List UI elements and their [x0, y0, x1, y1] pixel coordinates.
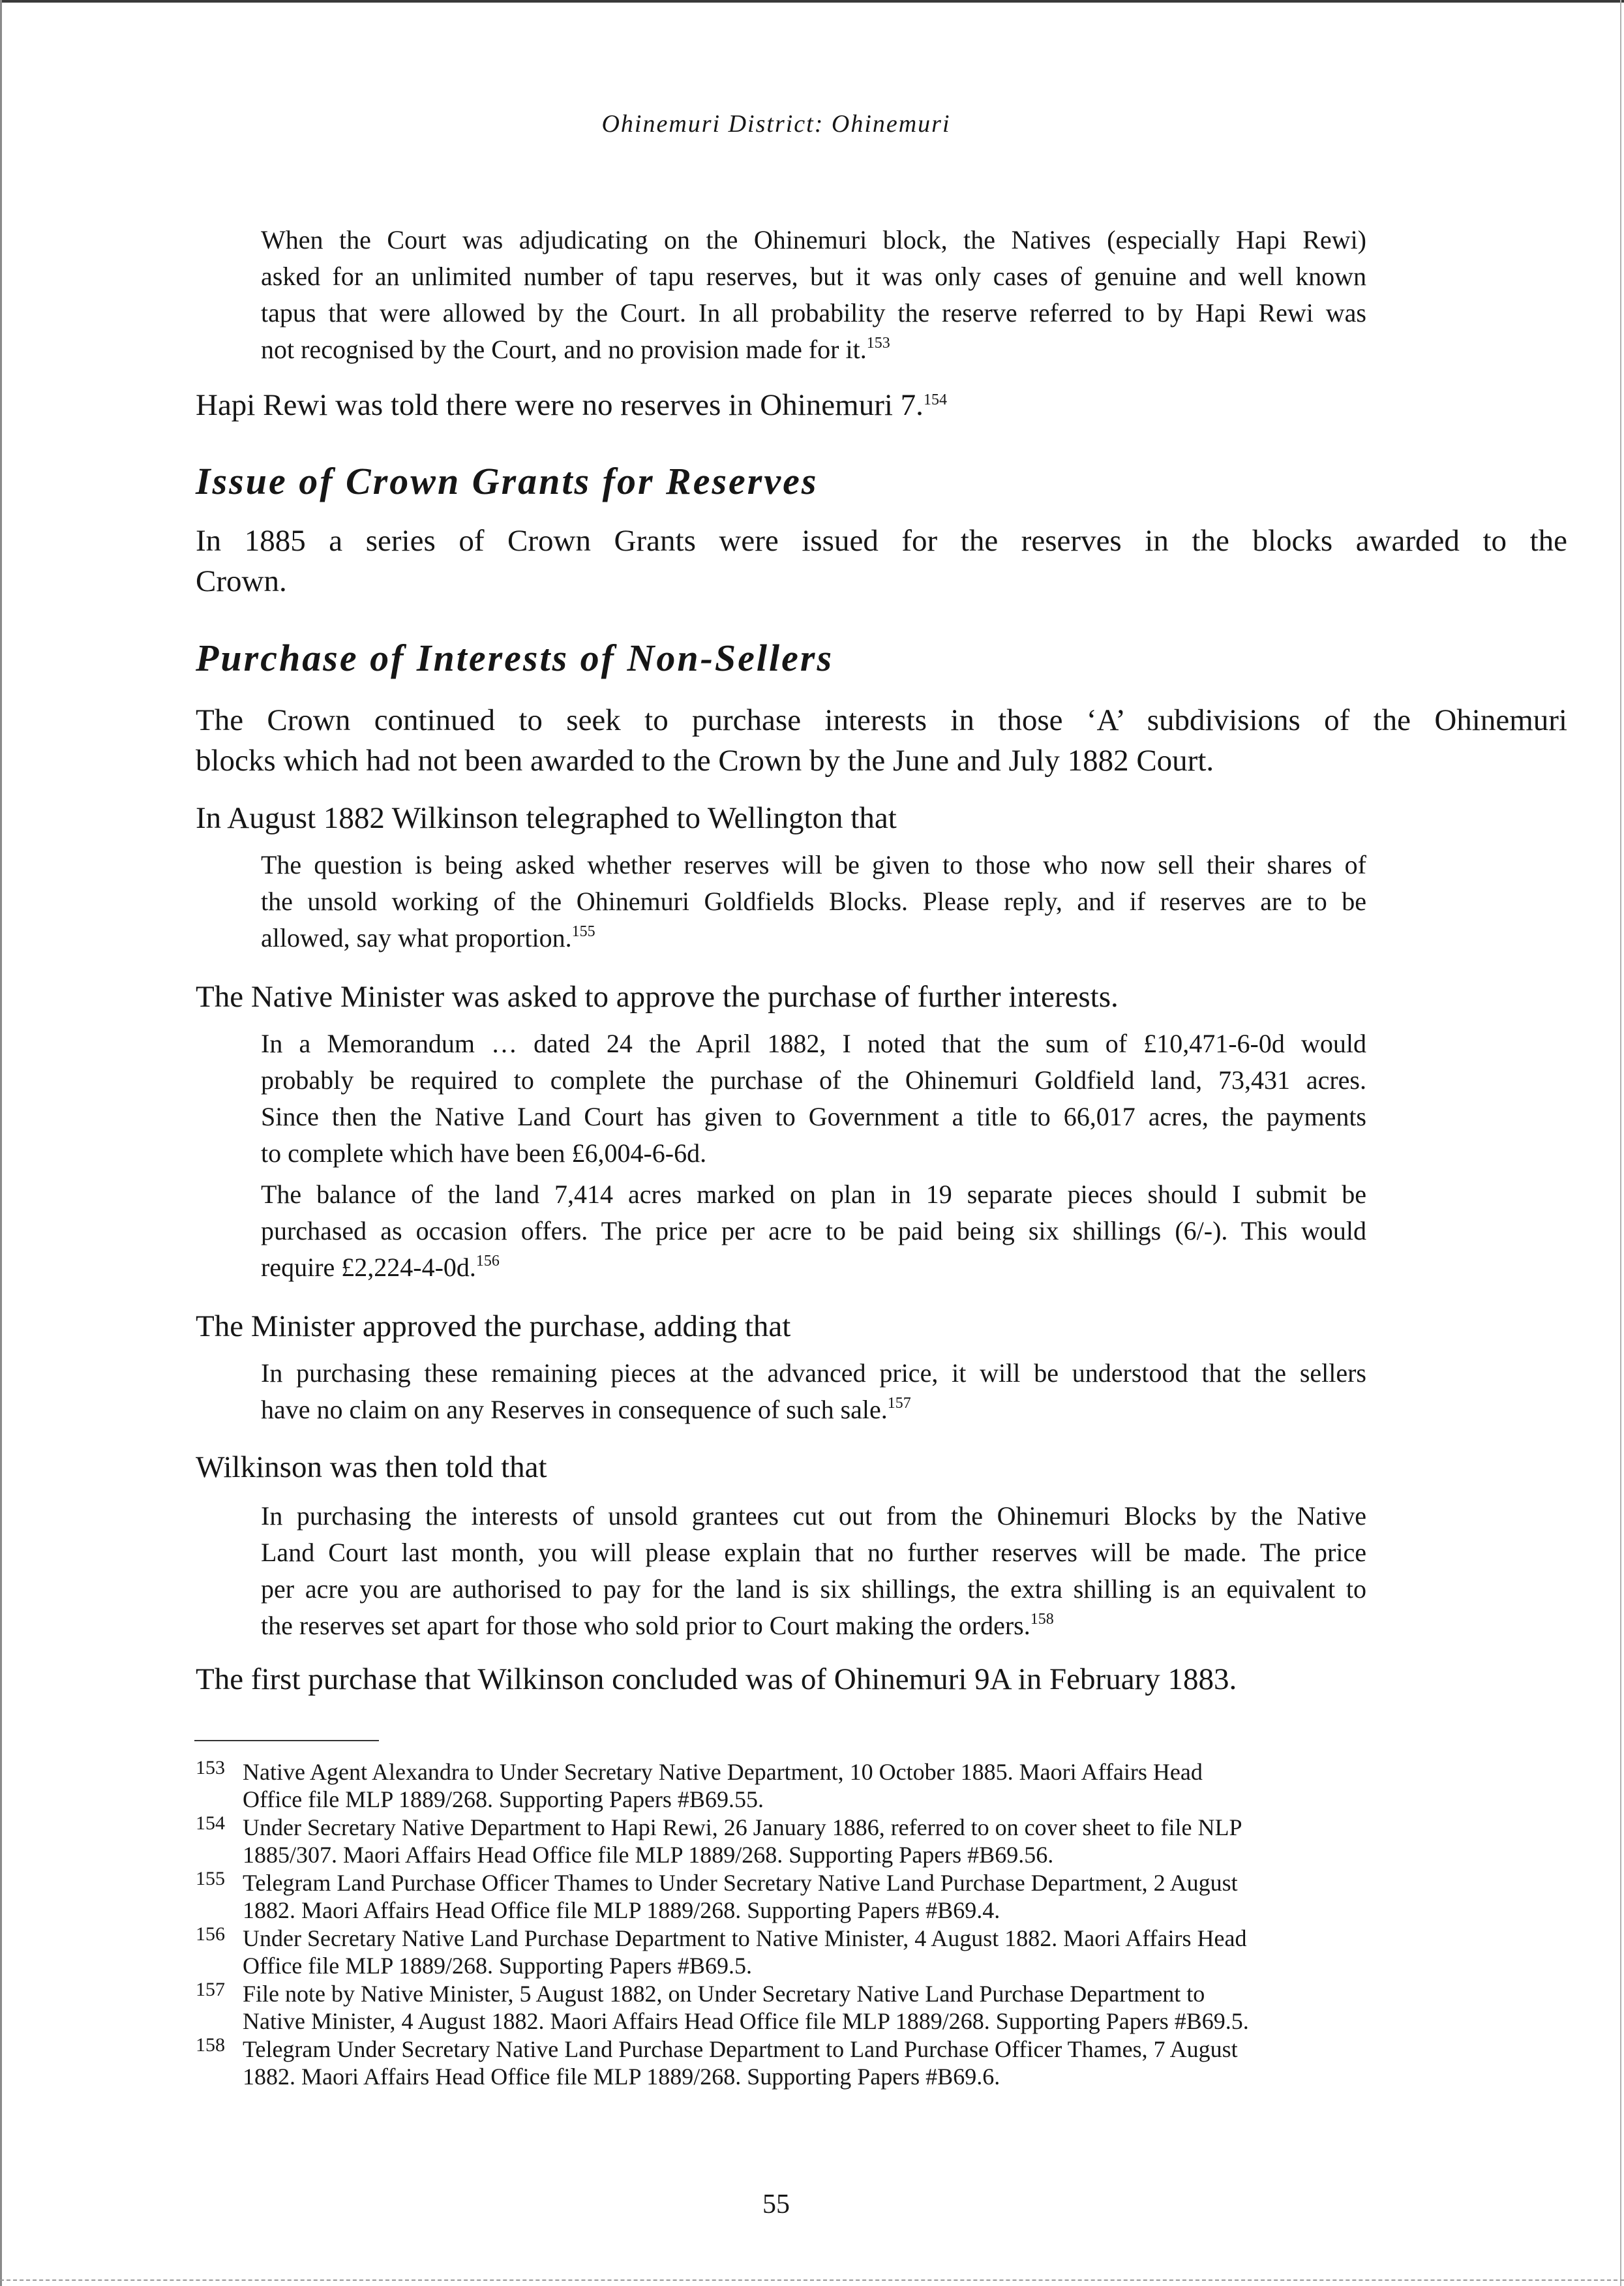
- footnote-line: File note by Native Minister, 5 August 1882, on Under Secretary Native Land Purchase Department to: [243, 1981, 1205, 2007]
- quote-line: probably be required to complete the purchase of the Ohinemuri Goldfield land, 73,431 acres.: [261, 1065, 1366, 1095]
- quote-line: the unsold working of the Ohinemuri Goldfields Blocks. Please reply, and if reserves are to be: [261, 887, 1366, 916]
- footnote-line: Office file MLP 1889/268. Supporting Papers #B69.55.: [243, 1786, 764, 1812]
- block-quote-6: [261, 1498, 1366, 1644]
- footnote-ref: 155: [571, 923, 595, 940]
- footnote-158: [196, 2035, 1370, 2090]
- footnote-157: [196, 1980, 1370, 2035]
- footnote-rule: [194, 1740, 379, 1741]
- footnote-number: 153: [196, 1757, 225, 1778]
- block-quote-1: [261, 222, 1366, 368]
- footnote-number: 155: [196, 1868, 225, 1889]
- footnote-line: Native Agent Alexandra to Under Secretary Native Department, 10 October 1885. Maori Affairs Head: [243, 1759, 1203, 1785]
- quote-line: tapus that were allowed by the Court. In all probability the reserve referred to by Hapi Rewi was: [261, 298, 1366, 328]
- footnote-ref: 156: [475, 1253, 500, 1270]
- quote-line: The question is being asked whether reserves will be given to those who now sell their shares of: [261, 850, 1366, 879]
- quote-line: per acre you are authorised to pay for the land is six shillings, the extra shilling is an equivalent to: [261, 1574, 1366, 1604]
- quote-line-text: have no claim on any Reserves in consequence of such sale.: [261, 1395, 888, 1424]
- footnote-line: Office file MLP 1889/268. Supporting Papers #B69.5.: [243, 1953, 752, 1979]
- paragraph-line: The Crown continued to seek to purchase interests in those ‘A’ subdivisions of the Ohinemuri: [196, 703, 1567, 737]
- footnote-ref: 154: [923, 391, 947, 408]
- paragraph-line: Hapi Rewi was told there were no reserves in Ohinemuri 7.: [196, 388, 924, 422]
- paragraph-line: The Minister approved the purchase, adding that: [196, 1309, 791, 1343]
- quote-line: The balance of the land 7,414 acres marked on plan in 19 separate pieces should I submit be: [261, 1180, 1366, 1209]
- footnote-line: Native Minister, 4 August 1882. Maori Affairs Head Office file MLP 1889/268. Supporting Papers #B69.5.: [243, 2008, 1249, 2034]
- quote-line: [261, 1392, 1366, 1428]
- footnote-ref: 158: [1030, 1611, 1054, 1628]
- footnote-ref: 157: [887, 1395, 911, 1412]
- paragraph-7: [196, 1447, 1567, 1487]
- paragraph-line: The Native Minister was asked to approve the purchase of further interests.: [196, 980, 1119, 1014]
- page-number: 55: [762, 2189, 790, 2219]
- footnote-line: 1885/307. Maori Affairs Head Office file MLP 1889/268. Supporting Papers #B69.56.: [243, 1842, 1054, 1868]
- quote-line: Land Court last month, you will please explain that no further reserves will be made. The price: [261, 1538, 1366, 1567]
- footnote-line: Under Secretary Native Land Purchase Department to Native Minister, 4 August 1882. Maori Affairs Head: [243, 1925, 1247, 1951]
- footnote-156: [196, 1925, 1370, 1979]
- paragraph-4: [196, 798, 1567, 838]
- paragraph-line: In August 1882 Wilkinson telegraphed to Wellington that: [196, 801, 897, 835]
- quote-line: [261, 920, 1366, 956]
- footnote-line: Telegram Land Purchase Officer Thames to Under Secretary Native Land Purchase Department, 2 August: [243, 1870, 1238, 1896]
- quote-line-text: not recognised by the Court, and no provision made for it.: [261, 335, 867, 364]
- quote-line: [261, 331, 1366, 368]
- footnote-number: 156: [196, 1923, 225, 1945]
- quote-line: [261, 1249, 1366, 1286]
- top-border: [0, 0, 1624, 3]
- footnote-line: Telegram Under Secretary Native Land Purchase Department to Land Purchase Officer Thames, 7 August: [243, 2036, 1238, 2062]
- paragraph-line: In 1885 a series of Crown Grants were issued for the reserves in the blocks awarded to the: [196, 524, 1567, 558]
- bottom-border: [0, 2279, 1624, 2281]
- paragraph-line: Crown.: [196, 564, 287, 598]
- paragraph-line: blocks which had not been awarded to the Crown by the June and July 1882 Court.: [196, 744, 1214, 778]
- block-quote-3: [261, 1026, 1366, 1172]
- running-head: Ohinemuri District: Ohinemuri: [601, 110, 951, 138]
- quote-line: In a Memorandum … dated 24 the April 1882, I noted that the sum of £10,471-6-0d would: [261, 1029, 1366, 1058]
- quote-line: purchased as occasion offers. The price per acre to be paid being six shillings (6/-). This would: [261, 1216, 1366, 1245]
- footnote-number: 154: [196, 1812, 225, 1834]
- block-quote-5: [261, 1355, 1366, 1428]
- paragraph-8: [196, 1659, 1567, 1699]
- quote-line-text: the reserves set apart for those who sold prior to Court making the orders.: [261, 1611, 1030, 1640]
- paragraph-6: [196, 1306, 1567, 1347]
- footnote-154: [196, 1814, 1370, 1868]
- paragraph-line: Wilkinson was then told that: [196, 1450, 547, 1484]
- quote-line: asked for an unlimited number of tapu reserves, but it was only cases of genuine and well known: [261, 262, 1366, 291]
- quote-line: In purchasing these remaining pieces at the advanced price, it will be understood that the sellers: [261, 1358, 1366, 1388]
- footnote-155: [196, 1869, 1370, 1924]
- footnote-number: 157: [196, 1979, 225, 2000]
- quote-line-text: allowed, say what proportion.: [261, 923, 572, 952]
- footnote-153: [196, 1758, 1370, 1813]
- section-heading-purchase-of-interests: Purchase of Interests of Non-Sellers: [196, 637, 834, 679]
- quote-line: Since then the Native Land Court has given to Government a title to 66,017 acres, the payments: [261, 1102, 1366, 1131]
- paragraph-line: The first purchase that Wilkinson concluded was of Ohinemuri 9A in February 1883.: [196, 1662, 1237, 1696]
- quote-line: When the Court was adjudicating on the Ohinemuri block, the Natives (especially Hapi Rewi): [261, 225, 1366, 254]
- left-border: [0, 0, 2, 2286]
- section-heading-issue-of-crown-grants: Issue of Crown Grants for Reserves: [196, 460, 819, 502]
- quote-line-text: require £2,224-4-0d.: [261, 1253, 476, 1282]
- quote-line: [261, 1608, 1366, 1644]
- paragraph-text: [196, 385, 1567, 425]
- paragraph-1: [196, 385, 1567, 425]
- right-border: [1620, 0, 1621, 2286]
- quote-line: to complete which have been £6,004-6-6d.: [261, 1138, 707, 1168]
- footnote-number: 158: [196, 2034, 225, 2056]
- block-quote-4: [261, 1176, 1366, 1286]
- block-quote-2: [261, 847, 1366, 956]
- paragraph-5: [196, 977, 1567, 1017]
- paragraph-3: [196, 700, 1567, 781]
- footnote-line: 1882. Maori Affairs Head Office file MLP 1889/268. Supporting Papers #B69.6.: [243, 2064, 1000, 2090]
- quote-line: In purchasing the interests of unsold grantees cut out from the Ohinemuri Blocks by the Native: [261, 1501, 1366, 1531]
- footnote-line: Under Secretary Native Department to Hapi Rewi, 26 January 1886, referred to on cover sheet to file NLP: [243, 1814, 1242, 1840]
- footnote-ref: 153: [866, 335, 890, 352]
- footnote-line: 1882. Maori Affairs Head Office file MLP 1889/268. Supporting Papers #B69.4.: [243, 1897, 1000, 1923]
- paragraph-2: [196, 521, 1567, 602]
